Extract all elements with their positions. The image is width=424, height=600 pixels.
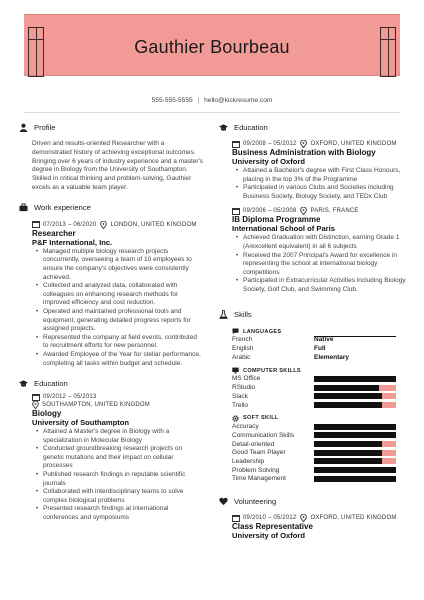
soft-skill-name: Time Management [232,475,286,483]
chat-bubble-icon [232,328,239,335]
volunteering-entry-org: University of Oxford [232,531,305,541]
calendar-icon [232,141,240,148]
work-entry-bullets [43,248,204,368]
soft-skill-name: Good Team Player [232,449,286,457]
soft-skill-row [232,422,408,431]
skill-level-fill [314,476,396,482]
skill-level-fill [314,450,382,456]
skill-level-fill [314,432,396,438]
soft-skill-row [232,440,408,449]
graduation-cap-icon [18,378,28,388]
edu-right-entry2-org: International School of Paris [232,224,335,234]
edu-left-entry-bullets [43,428,204,523]
edu-right-entry2-meta [232,207,408,215]
edu-right-entry2-location: PARIS, FRANCE [310,208,359,215]
header-banner [24,14,400,76]
skill-level-bar [314,424,396,430]
work-section [18,202,204,368]
candidate-name: Gauthier Bourbeau [134,37,290,57]
skill-level-bar [314,441,396,447]
computer-skill-name: MS Office [232,375,261,383]
skill-level-fill [314,458,382,464]
location-pin-icon [100,221,107,229]
work-bullet: • Managed multiple biology research projects concurrently, overseeing a team of 10 employees to ensure the company's objectives were consistently achieved. [43,248,204,282]
volunteering-entry-meta [232,514,408,522]
education-left-heading-text: Education [34,378,68,388]
flask-icon [218,310,228,320]
calendar-icon [32,394,40,401]
work-heading [18,202,204,214]
monitor-icon [232,367,239,374]
edu-left-entry-meta [32,393,204,401]
language-name: Arabic [232,353,251,361]
language-row [232,336,408,345]
language-level: Full [314,345,326,353]
calendar-icon [232,208,240,215]
language-row [232,353,408,362]
profile-section [18,121,204,193]
work-entry-org: P&F International, Inc. [32,237,113,247]
contact-line [0,97,424,104]
education-right-heading-text: Education [234,122,268,132]
skills-section [218,309,408,484]
education-right-section [218,121,408,295]
skill-level-fill [314,376,396,382]
soft-skills-subheading-text: SOFT SKILL [243,415,279,422]
language-name: English [232,345,254,353]
volunteering-entry-dates: 09/2010 – 05/2012 [243,515,297,522]
edu-left-entry-location: SOUTHAMPTON, UNITED KINGDOM [42,402,150,409]
languages-rule [314,336,396,337]
skill-level-fill [314,467,396,473]
edu-right-entry2-bullets [243,234,408,294]
edu-left-bullet: • Published research findings in reputable scientific journals [43,471,204,488]
education-left-section [18,377,204,523]
computer-skill-name: Slack [232,392,248,400]
edu-right-bullet: • Received the 2007 Principal's Award for excellence in representing the school at international biology competitions [243,252,408,278]
profile-heading-text: Profile [34,122,56,132]
location-pin-icon [32,401,39,409]
edu-right-entry-bullets [243,167,408,201]
soft-skill-row [232,466,408,475]
soft-skill-name: Problem Solving [232,466,280,474]
skill-level-bar [314,458,396,464]
work-entry-location: LONDON, UNITED KINGDOM [110,221,197,228]
briefcase-icon [18,203,28,213]
calendar-icon [232,515,240,522]
edu-right-entry-org: University of Oxford [232,157,305,166]
volunteering-entry-title: Class Representative [232,522,313,532]
heart-icon [218,496,228,506]
gear-icon [232,415,239,422]
edu-left-entry-title: Biology [32,409,62,419]
volunteering-heading-text: Volunteering [234,496,277,506]
languages-list [232,336,408,362]
work-bullet: • Operated and maintained professional tools and equipment, generating detailed progress reports for assigned projects. [43,308,204,334]
edu-left-bullet: • Attained a Master's degree in Biology with a specialization in Molecular Biology [43,428,204,445]
language-row [232,344,408,353]
edu-right-bullet: • Attained a Bachelor's degree with First Class Honours, placing in the top 3% of the Programme [243,167,408,184]
edu-right-bullet: • Participated in various Clubs and Societies including Business Society, Biology Society, and TEDx Club [243,184,408,201]
soft-skill-row [232,474,408,483]
edu-left-bullet: • Conducted groundbreaking research projects on genetic mutations and their impact on cellular processes [43,445,204,471]
computer-skill-name: Trello [232,401,249,409]
computer-skill-row [232,375,408,384]
skill-level-bar [314,450,396,456]
work-entry-meta [32,221,204,229]
skill-level-bar [314,432,396,438]
computer-skill-row [232,392,408,401]
edu-right-bullet: • Achieved Graduation with Distinction, earning Grade 1 (A/excellent equivalent) in all 6 subjects [243,234,408,251]
soft-skill-name: Communication Skills [232,431,295,439]
soft-skill-name: Accuracy [232,423,259,431]
skill-level-bar [314,385,396,391]
skill-level-fill [314,402,382,408]
skill-level-fill [314,393,382,399]
edu-right-entry-location: OXFORD, UNITED KINGDOM [310,141,397,147]
profile-text: Driven and results-oriented Researcher with a demonstrated history of achieving exceptional outcomes. Bringing over 6 years of industry experience and a master's degree in Biology from the University of Southampton. Skilled in critical thinking and problem-solving, Gauthier excels as a valuable team player. [32,140,204,191]
phone-text: 555-555-5555 [151,97,193,104]
graduation-cap-icon [218,122,228,132]
computer-skill-row [232,401,408,410]
soft-skill-row [232,457,408,466]
location-pin-icon [300,140,307,148]
computer-skills-list [232,375,408,410]
edu-right-entry2-title: IB Diploma Programme [232,215,321,225]
soft-skill-row [232,431,408,440]
soft-skill-name: Leadership [232,457,265,465]
computer-skill-name: RStudio [232,384,256,392]
volunteering-heading [218,495,408,507]
header-divider [24,112,400,113]
soft-skill-name: Detail-oriented [232,440,275,448]
skills-heading-text: Skills [234,310,252,320]
soft-skills-list [232,422,408,483]
work-entry-title: Researcher [32,228,76,238]
soft-skill-row [232,448,408,457]
profile-heading [18,121,204,133]
skill-level-fill [314,424,396,430]
languages-subheading-text: LANGUAGES [243,328,282,335]
computer-skill-row [232,383,408,392]
volunteering-section [218,495,408,540]
skill-level-bar [314,402,396,408]
skills-heading [218,309,408,321]
person-icon [18,122,28,132]
edu-left-bullet: • Collaborated with interdisciplinary teams to solve complex biological problems [43,488,204,505]
skill-level-fill [314,441,382,447]
soft-skills-subheading [232,414,408,422]
edu-right-bullet: • Participated in Extracurricular Activities including Biology Society, Golf Club, and Swimming Club. [243,277,408,294]
contact-separator: | [197,97,200,104]
education-left-heading [18,377,204,389]
skill-level-bar [314,376,396,382]
calendar-icon [32,221,40,228]
edu-left-entry-location-line [32,401,204,409]
edu-right-entry-title: Business Administration with Biology [232,148,376,157]
work-bullet: • Collected and analyzed data, collaborated with colleagues on enhancing research methods for improved efficiency and cost reduction. [43,282,204,308]
edu-right-entry2-dates: 09/2006 – 05/2008 [243,208,297,215]
skill-level-bar [314,393,396,399]
computer-skills-subheading [232,367,408,375]
work-entry-dates: 07/2013 – 06/2020 [43,221,97,228]
edu-right-entry-dates: 09/2008 – 05/2012 [243,141,297,147]
skill-level-bar [314,467,396,473]
edu-left-entry-dates: 09/2012 – 05/2013 [43,394,97,401]
work-bullet: • Awarded Employee of the Year for stellar performance, completing all tasks within budget and schedule. [43,351,204,368]
location-pin-icon [300,514,307,522]
language-name: French [232,336,253,344]
education-right-heading [218,121,408,133]
edu-left-bullet: • Presented research findings at international conferences and symposiums [43,505,204,522]
edu-left-entry-org: University of Southampton [32,418,130,428]
computer-skills-subheading-text: COMPUTER SKILLS [243,367,301,374]
volunteering-entry-location: OXFORD, UNITED KINGDOM [310,515,397,522]
email-link[interactable]: hello@kickresume.com [204,97,273,104]
language-level: Native [314,336,334,344]
right-column [218,121,408,540]
language-level: Elementary [314,353,350,361]
location-pin-icon [300,207,307,215]
skill-level-fill [314,385,379,391]
edu-right-entry-meta [232,140,408,148]
skill-level-bar [314,476,396,482]
left-column [18,121,204,523]
work-bullet: • Represented the company at field events, contributed to recruitment efforts for new personnel. [43,334,204,351]
work-heading-text: Work experience [34,203,91,213]
languages-subheading [232,328,408,336]
